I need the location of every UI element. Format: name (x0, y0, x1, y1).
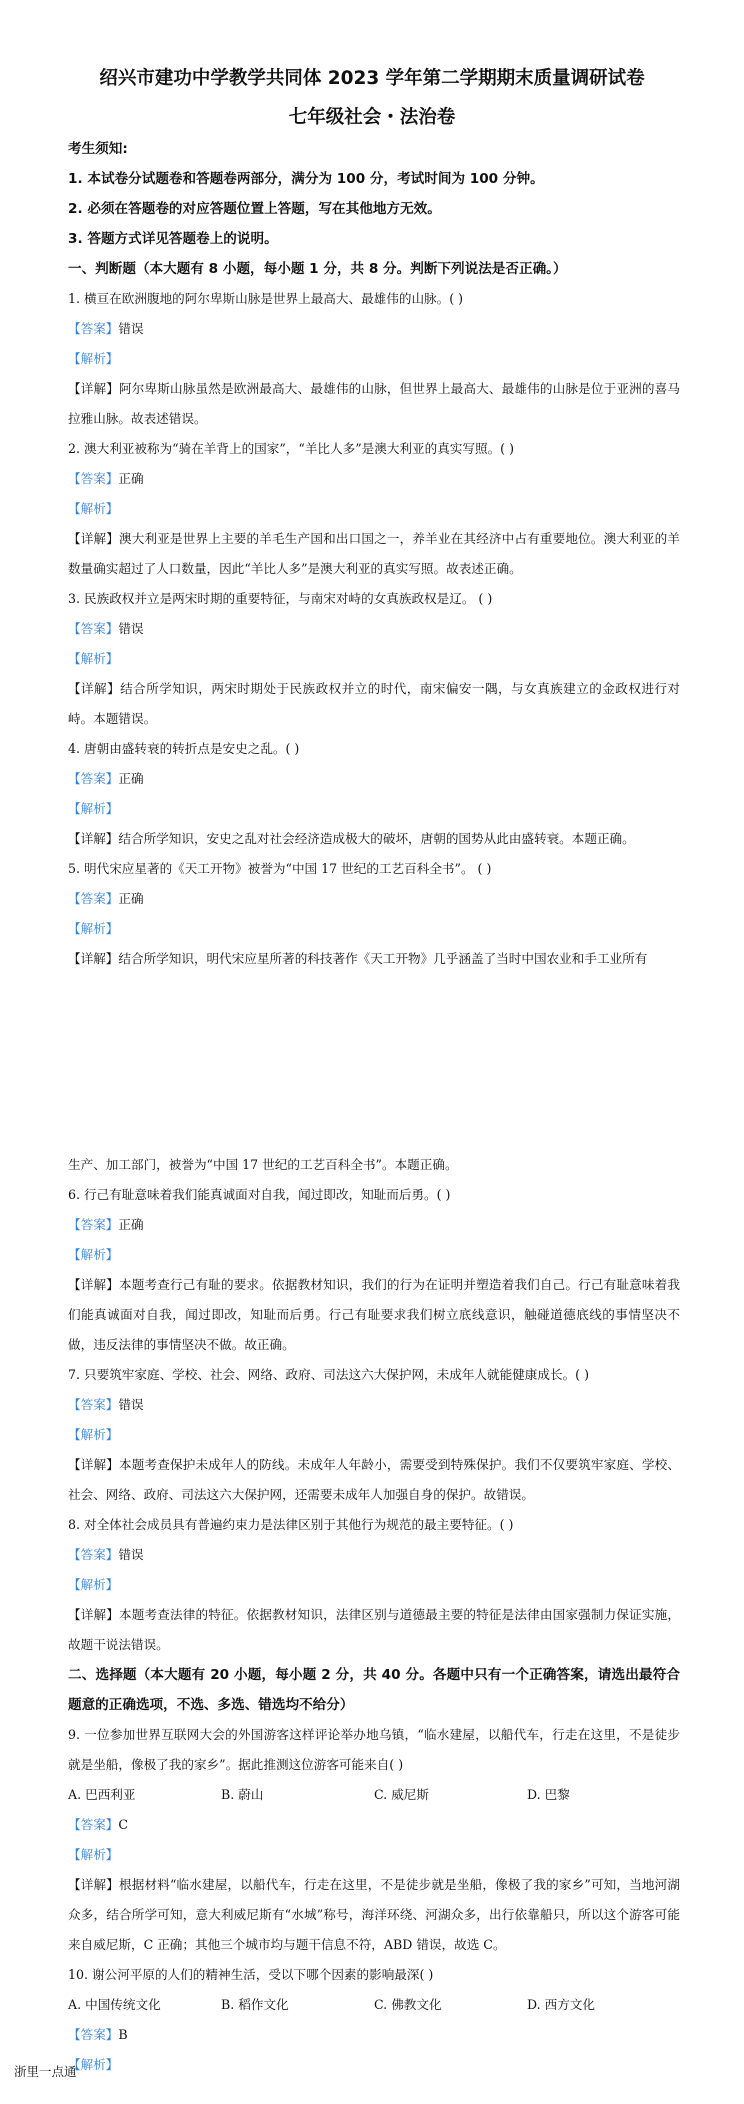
answer-label: 【答案】 (68, 471, 119, 486)
detail-body: 阿尔卑斯山脉虽然是欧洲最高大、最雄伟的山脉，但世界上最高大、最雄伟的山脉是位于亚洲的喜马拉雅山脉。故表述错误。 (68, 381, 681, 426)
detail-body: 结合所学知识，安史之乱对社会经济造成极大的破坏，唐朝的国势从此由盛转衰。本题正确。 (118, 831, 635, 846)
option-a: A. 巴西利亚 (68, 1787, 136, 1802)
notice-heading: 考生须知: (68, 141, 128, 157)
option-d: D. 西方文化 (527, 1997, 596, 2012)
detail-label: 【详解】 (68, 681, 121, 696)
answer-label: 【答案】 (68, 1397, 119, 1412)
option-a: A. 中国传统文化 (68, 1997, 161, 2012)
notice-item: 1. 本试卷分试题卷和答题卷两部分，满分为 100 分，考试时间为 100 分钟。 (68, 171, 544, 187)
analysis-label: 【解析】 (68, 1577, 119, 1592)
answer-line (68, 1810, 680, 1840)
detail-body: 本题考查行己有耻的要求。依据教材知识，我们的行为在证明并塑造着我们自己。行己有耻意味着我们能真诚面对自我，闻过即改，知耻而后勇。行己有耻要求我们树立底线意识，触碰道德底线的事情坚决不做，违反法律的事情坚决不做。故正确。 (68, 1277, 681, 1352)
question-text: 1. 横亘在欧洲腹地的阿尔卑斯山脉是世界上最高大、最雄伟的山脉。( ) (68, 291, 464, 306)
option-row (68, 1780, 680, 1810)
detail-body: 澳大利亚是世界上主要的羊毛生产国和出口国之一，养羊业在其经济中占有重要地位。澳大利亚的羊数量确实超过了人口数量，因此“羊比人多”是澳大利亚的真实写照。故表述正确。 (68, 531, 681, 576)
detail-label: 【详解】 (68, 381, 120, 396)
answer-label: 【答案】 (68, 771, 119, 786)
question-text: 6. 行己有耻意味着我们能真诚面对自我，闻过即改，知耻而后勇。( ) (68, 1187, 451, 1202)
question-text: 5. 明代宋应星著的《天工开物》被誉为“中国 17 世纪的工艺百科全书”。 ( ) (68, 861, 492, 876)
detail-text (68, 674, 680, 734)
detail-label: 【详解】 (68, 831, 119, 846)
question-text: 9. 一位参加世界互联网大会的外国游客这样评论举办地乌镇，“临水建屋，以船代车，行走在这里，不是徒步就是坐船，像极了我的家乡”。据此推测这位游客可能来自( ) (68, 1727, 680, 1772)
answer-value: B (118, 2027, 128, 2042)
question-text: 3. 民族政权并立是两宋时期的重要特征，与南宋对峙的女真族政权是辽。 ( ) (68, 591, 493, 606)
answer-value: 错误 (118, 321, 144, 336)
question-text: 7. 只要筑牢家庭、学校、社会、网络、政府、司法这六大保护网，未成年人就能健康成长。( ) (68, 1367, 590, 1382)
page-subtitle: 七年级社会・法治卷 (288, 107, 456, 128)
detail-text (68, 824, 680, 854)
answer-line (68, 464, 680, 494)
detail-label: 【详解】 (68, 1457, 120, 1472)
option-d: D. 巴黎 (527, 1787, 570, 1802)
detail-label: 【详解】 (68, 1277, 120, 1292)
answer-line (68, 614, 680, 644)
analysis-label: 【解析】 (68, 651, 119, 666)
analysis-label: 【解析】 (68, 1427, 119, 1442)
detail-text (68, 524, 680, 584)
analysis-label: 【解析】 (68, 921, 119, 936)
detail-label: 【详解】 (68, 1607, 120, 1622)
question-text: 2. 澳大利亚被称为“骑在羊背上的国家”，“羊比人多”是澳大利亚的真实写照。( ) (68, 441, 515, 456)
detail-body: 结合所学知识，明代宋应星所著的科技著作《天工开物》几乎涵盖了当时中国农业和手工业所有 (118, 951, 648, 966)
answer-value: 正确 (118, 771, 144, 786)
detail-body: 本题考查法律的特征。依据教材知识，法律区别与道德最主要的特征是法律由国家强制力保证实施，故题干说法错误。 (68, 1607, 681, 1652)
answer-value: 错误 (118, 621, 144, 636)
answer-label: 【答案】 (68, 891, 119, 906)
analysis-label: 【解析】 (68, 1247, 119, 1262)
option-b: B. 稻作文化 (221, 1997, 289, 2012)
answer-label: 【答案】 (68, 621, 119, 636)
option-row (68, 1990, 680, 2020)
detail-label: 【详解】 (68, 951, 119, 966)
answer-label: 【答案】 (68, 1217, 119, 1232)
answer-value: C (118, 1817, 129, 1832)
answer-label: 【答案】 (68, 2027, 119, 2042)
answer-line (68, 314, 680, 344)
analysis-label: 【解析】 (68, 801, 119, 816)
option-c: C. 佛教文化 (374, 1997, 442, 2012)
option-b: B. 蔚山 (221, 1787, 264, 1802)
detail-text (68, 374, 680, 434)
option-c: C. 威尼斯 (374, 1787, 429, 1802)
notice-item: 3. 答题方式详见答题卷上的说明。 (68, 231, 278, 247)
detail-body: 根据材料“临水建屋，以船代车，行走在这里，不是徒步就是坐船，像极了我的家乡”可知，当地河湖众多，结合所学可知，意大利威尼斯有“水城”称号，海洋环绕、河湖众多，出行依靠船只，所以这个游客可能来自威尼斯，C 正确；其他三个城市均与题干信息不符，ABD 错误，故选 C。 (68, 1877, 680, 1952)
answer-line (68, 884, 680, 914)
detail-text (68, 1870, 680, 1960)
answer-value: 正确 (118, 471, 144, 486)
notice-item: 2. 必须在答题卷的对应答题位置上答题，写在其他地方无效。 (68, 201, 441, 217)
analysis-label: 【解析】 (68, 351, 119, 366)
answer-value: 错误 (118, 1397, 144, 1412)
detail-text (68, 1270, 680, 1360)
answer-line (68, 764, 680, 794)
page-title: 绍兴市建功中学教学共同体 2023 学年第二学期期末质量调研试卷 (99, 68, 645, 89)
detail-label: 【详解】 (68, 531, 120, 546)
answer-label: 【答案】 (68, 1817, 119, 1832)
question-text: 4. 唐朝由盛转衰的转折点是安史之乱。( ) (68, 741, 300, 756)
exam-content-upper (68, 134, 680, 974)
answer-value: 正确 (118, 891, 144, 906)
detail-body: 结合所学知识，两宋时期处于民族政权并立的时代，南宋偏安一隅，与女真族建立的金政权进行对峙。本题错误。 (68, 681, 681, 726)
detail-body: 本题考查保护未成年人的防线。未成年人年龄小，需要受到特殊保护。我们不仅要筑牢家庭、学校、社会、网络、政府、司法这六大保护网，还需要未成年人加强自身的保护。故错误。 (68, 1457, 681, 1502)
section-heading: 二、选择题（本大题有 20 小题，每小题 2 分，共 40 分。各题中只有一个正确答案，请选出最符合题意的正确选项，不选、多选、错选均不给分） (68, 1667, 680, 1713)
analysis-label: 【解析】 (68, 501, 119, 516)
detail-label: 【详解】 (68, 1877, 119, 1892)
detail-continuation: 生产、加工部门，被誉为“中国 17 世纪的工艺百科全书”。本题正确。 (68, 1157, 458, 1172)
analysis-label: 【解析】 (68, 2057, 119, 2072)
detail-text (68, 944, 680, 974)
footer-watermark: 浙里一点通 (14, 2064, 77, 2079)
answer-value: 错误 (118, 1547, 144, 1562)
answer-line (68, 1210, 680, 1240)
answer-label: 【答案】 (68, 1547, 119, 1562)
section-heading: 一、判断题（本大题有 8 小题，每小题 1 分，共 8 分。判断下列说法是否正确。） (68, 261, 567, 277)
answer-value: 正确 (118, 1217, 144, 1232)
question-text: 10. 谢公河平原的人们的精神生活，受以下哪个因素的影响最深( ) (68, 1967, 434, 1982)
question-text: 8. 对全体社会成员具有普遍约束力是法律区别于其他行为规范的最主要特征。( ) (68, 1517, 514, 1532)
detail-text (68, 1450, 680, 1510)
answer-label: 【答案】 (68, 321, 119, 336)
answer-line (68, 2020, 680, 2050)
answer-line (68, 1540, 680, 1570)
exam-content-lower (68, 1150, 680, 2080)
analysis-label: 【解析】 (68, 1847, 119, 1862)
detail-text (68, 1600, 680, 1660)
answer-line (68, 1390, 680, 1420)
